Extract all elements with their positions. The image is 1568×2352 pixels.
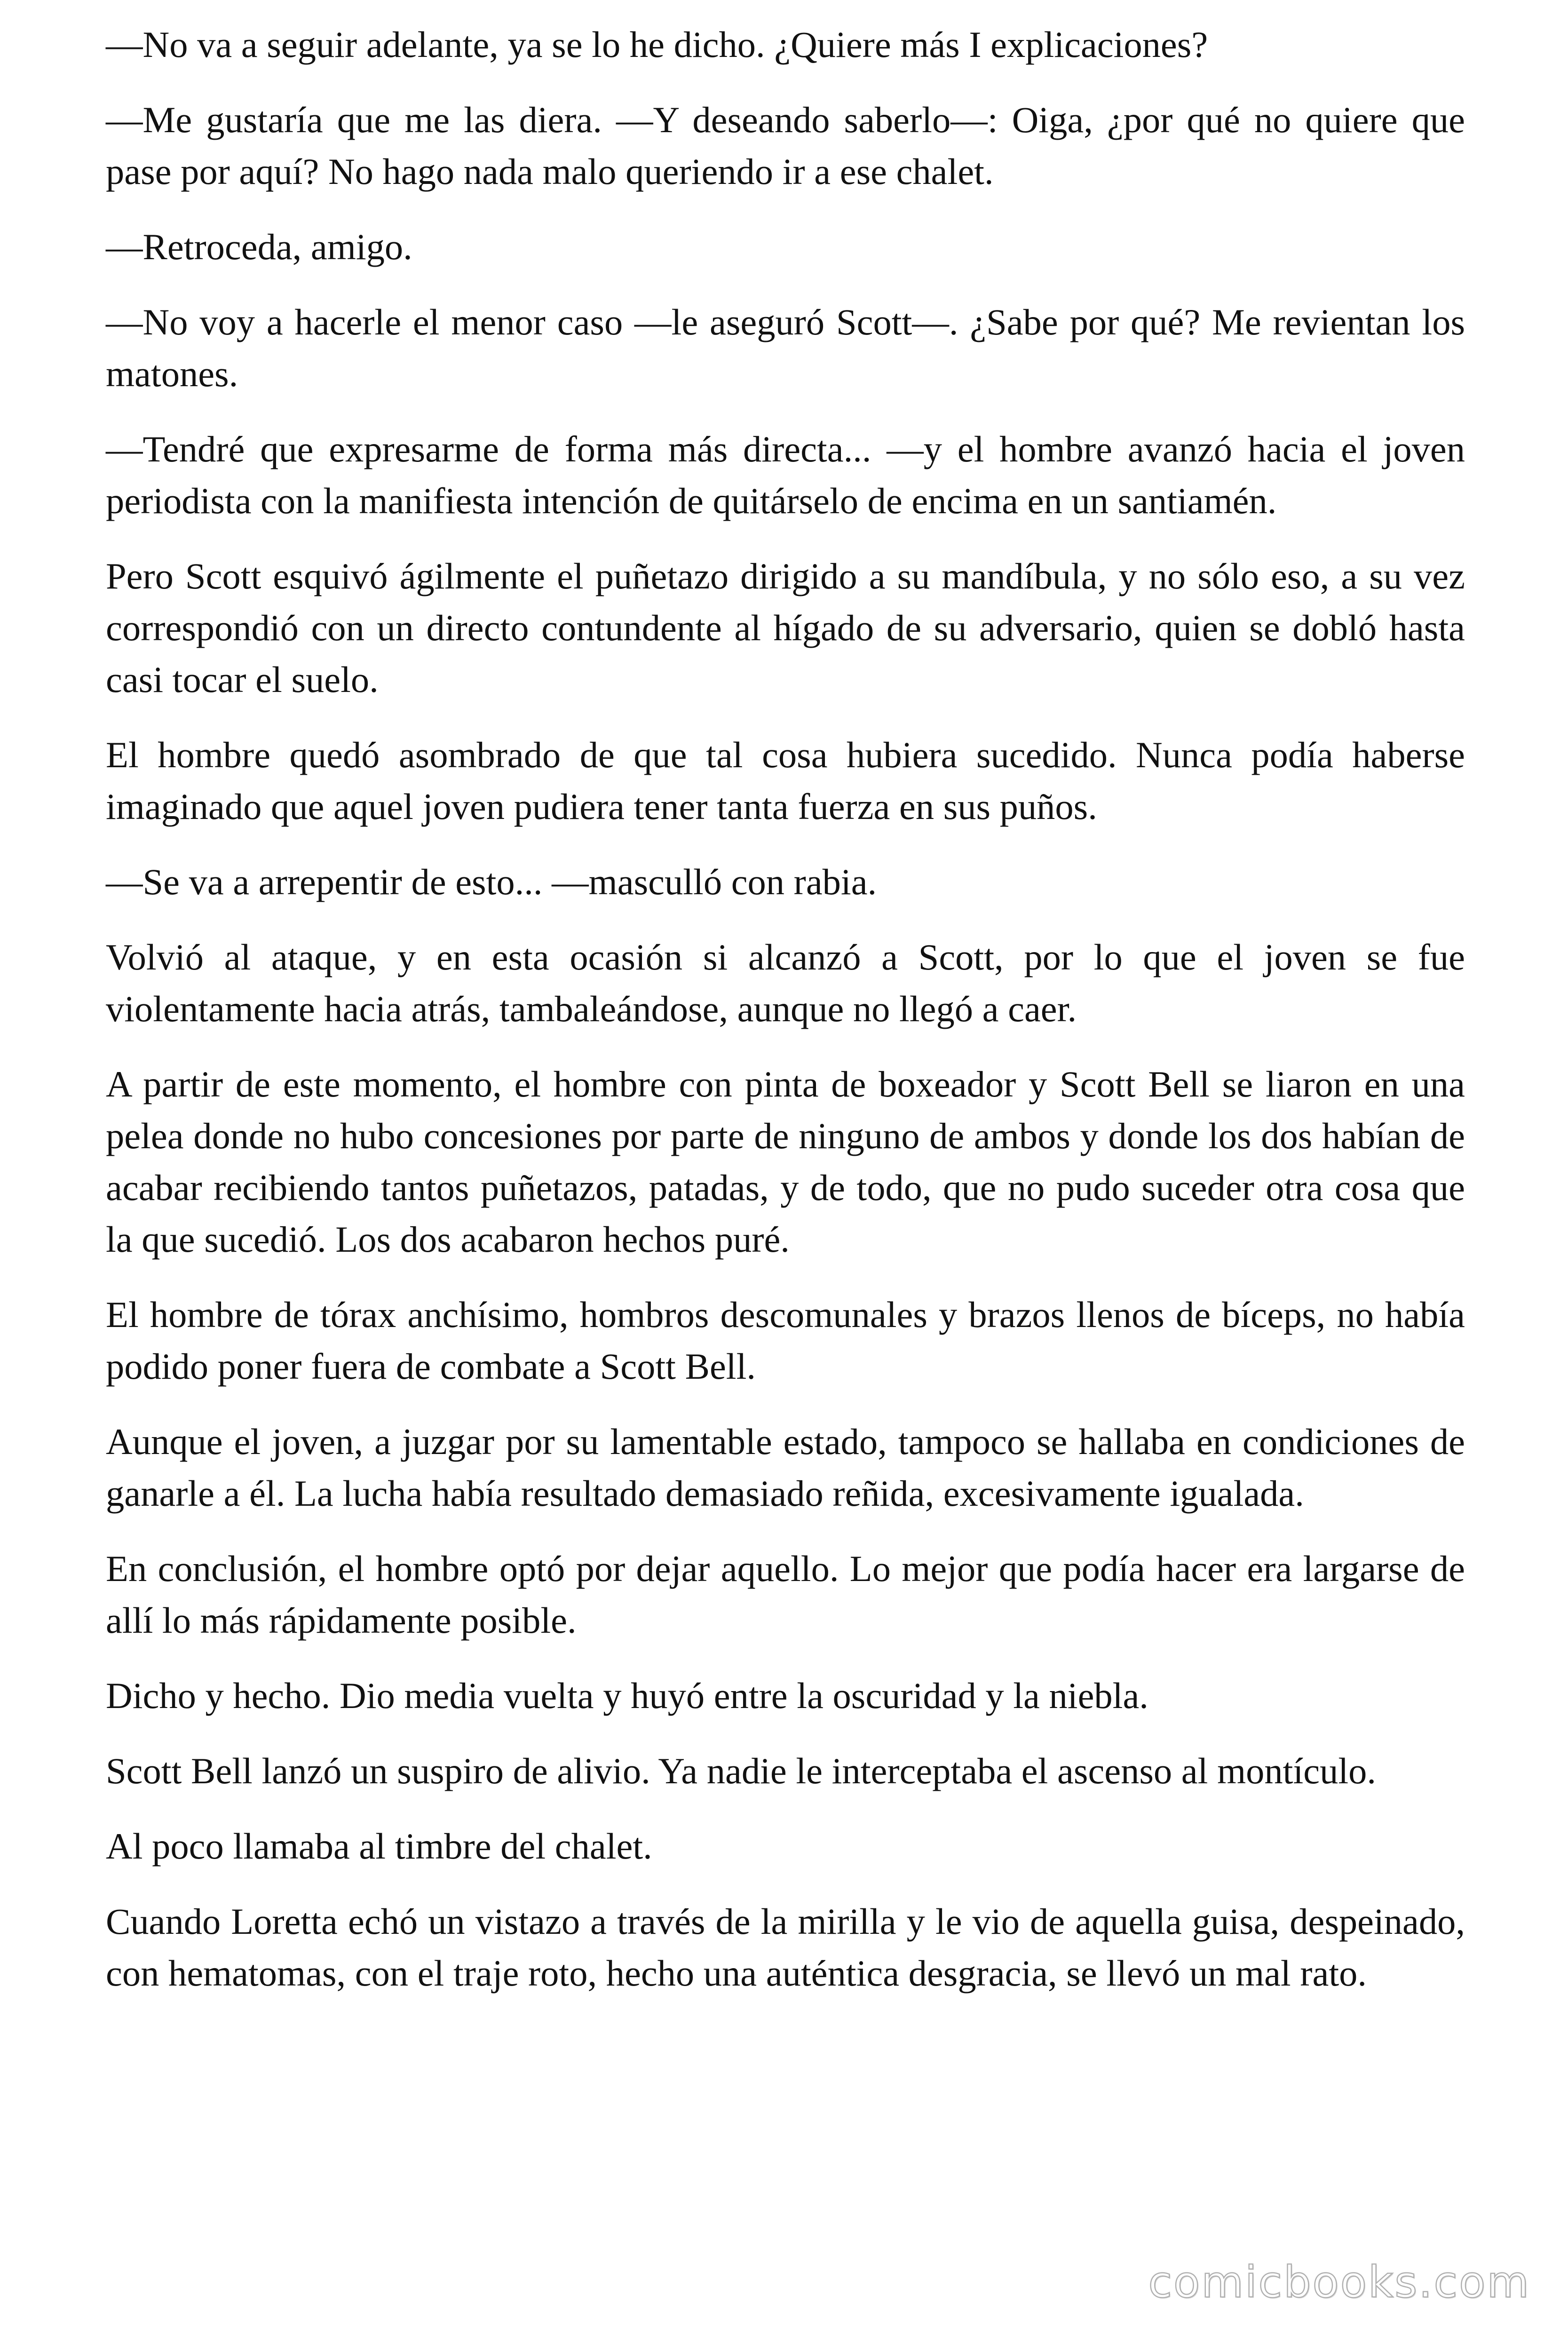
- paragraph: Al poco llamaba al timbre del chalet.: [106, 1826, 652, 1867]
- paragraph: El hombre quedó asombrado de que tal cosa hubiera sucedido. Nunca podía haberse imaginado que aquel joven pudiera tener tanta fuerza en sus puños.: [106, 734, 1465, 827]
- paragraph: En conclusión, el hombre optó por dejar aquello. Lo mejor que podía hacer era largarse de allí lo más rápidamente posible.: [106, 1548, 1465, 1641]
- paragraph: —Se va a arrepentir de esto... —masculló con rabia.: [106, 861, 877, 902]
- document-page: [106, 19, 1465, 2023]
- paragraph: El hombre de tórax anchísimo, hombros descomunales y brazos llenos de bíceps, no había podido poner fuera de combate a Scott Bell.: [106, 1294, 1465, 1387]
- paragraph: —No voy a hacerle el menor caso —le aseguró Scott—. ¿Sabe por qué? Me revientan los matones.: [106, 302, 1465, 394]
- paragraph: Scott Bell lanzó un suspiro de alivio. Ya nadie le interceptaba el ascenso al montículo.: [106, 1750, 1377, 1791]
- paragraph: Cuando Loretta echó un vistazo a través de la mirilla y le vio de aquella guisa, despeinado, con hematomas, con el traje roto, hecho una auténtica desgracia, se llevó un mal rato.: [106, 1901, 1465, 1994]
- paragraph: Aunque el joven, a juzgar por su lamentable estado, tampoco se hallaba en condiciones de ganarle a él. La lucha había resultado demasiado reñida, excesivamente igualada.: [106, 1421, 1465, 1514]
- paragraph: —No va a seguir adelante, ya se lo he dicho. ¿Quiere más I explicaciones?: [106, 24, 1208, 65]
- paragraph: —Retroceda, amigo.: [106, 226, 412, 267]
- paragraph: Dicho y hecho. Dio media vuelta y huyó entre la oscuridad y la niebla.: [106, 1675, 1148, 1716]
- paragraph: —Tendré que expresarme de forma más directa... —y el hombre avanzó hacia el joven periodista con la manifiesta intención de quitárselo de encima en un santiamén.: [106, 429, 1465, 521]
- paragraph: —Me gustaría que me las diera. —Y deseando saberlo—: Oiga, ¿por qué no quiere que pase por aquí? No hago nada malo queriendo ir a ese chalet.: [106, 99, 1465, 192]
- paragraph: Pero Scott esquivó ágilmente el puñetazo dirigido a su mandíbula, y no sólo eso, a su vez correspondió con un directo contundente al hígado de su adversario, quien se dobló hasta casi tocar el suelo.: [106, 556, 1465, 700]
- watermark: comicbooks.com: [1148, 2257, 1530, 2307]
- paragraph: A partir de este momento, el hombre con pinta de boxeador y Scott Bell se liaron en una pelea donde no hubo concesiones por parte de ninguno de ambos y donde los dos habían de acabar recibiendo tantos puñetazos, patadas, y de todo, que no pudo suceder otra cosa que la que sucedió. Los dos acabaron hechos puré.: [106, 1064, 1465, 1260]
- paragraph: Volvió al ataque, y en esta ocasión si alcanzó a Scott, por lo que el joven se fue violentamente hacia atrás, tambaleándose, aunque no llegó a caer.: [106, 937, 1465, 1029]
